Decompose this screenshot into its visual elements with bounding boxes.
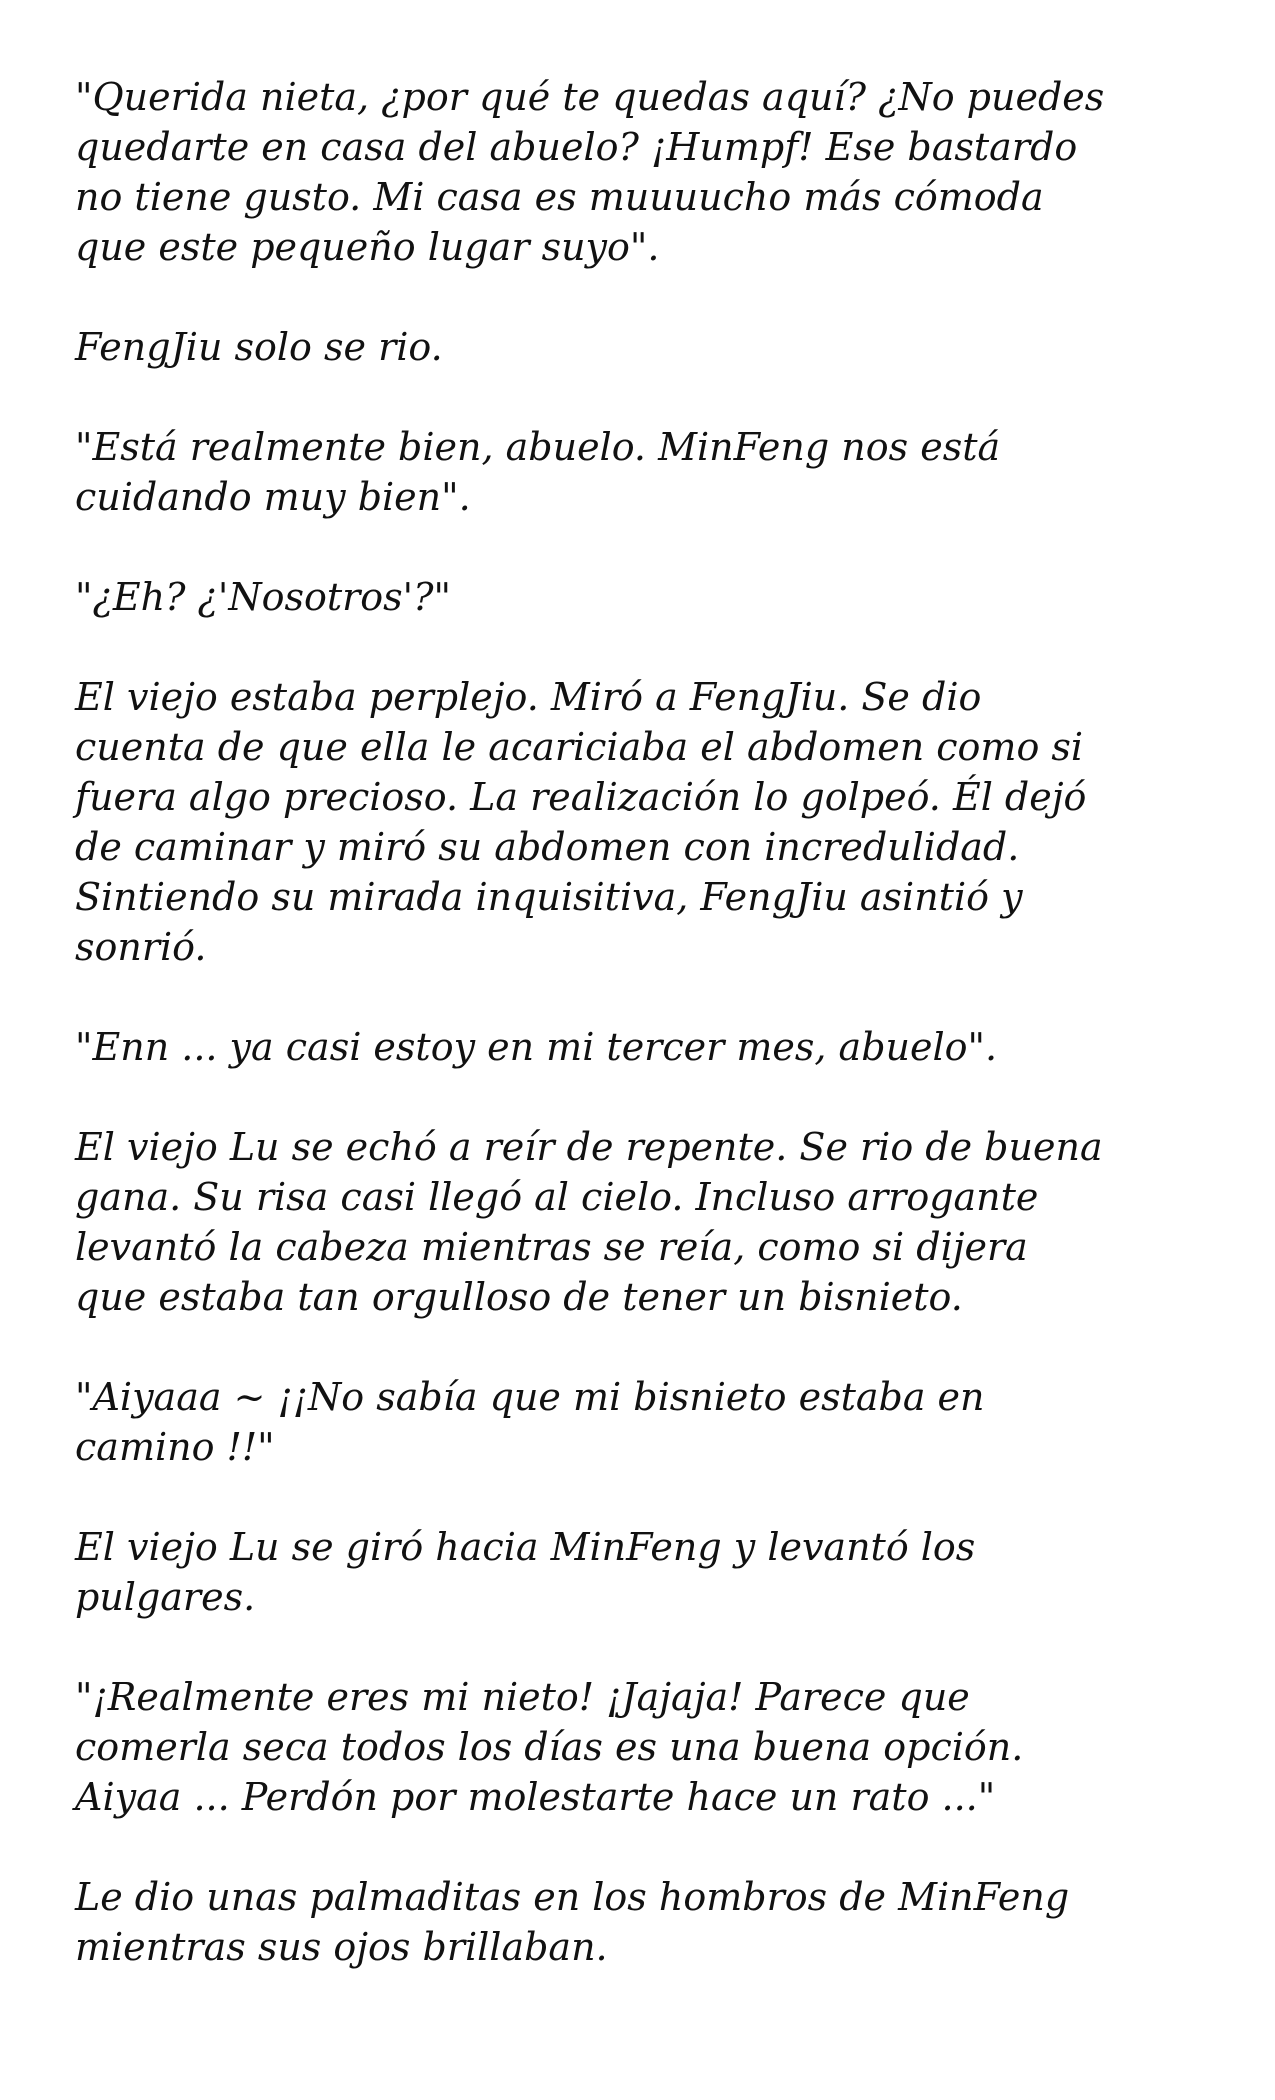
paragraph-11: Le dio unas palmaditas en los hombros de MinFeng mientras sus ojos brillaban. [75, 1875, 1070, 1969]
paragraph-4: "¿Eh? ¿'Nosotros'?" [75, 575, 451, 619]
paragraph-5: El viejo estaba perplejo. Miró a FengJiu. Se dio cuenta de que ella le acariciaba el abdomen como si fuera algo precioso. La realización lo golpeó. Él dejó de caminar y miró su abdomen con incredulidad. Sintiendo su mirada inquisitiva, FengJiu asintió y sonrió. [75, 675, 1087, 969]
paragraph-7: El viejo Lu se echó a reír de repente. Se rio de buena gana. Su risa casi llegó al cielo. Incluso arrogante levantó la cabeza mientras se reía, como si dijera que estaba tan orgulloso de tener un bisnieto. [75, 1125, 1103, 1319]
paragraph-6: "Enn ... ya casi estoy en mi tercer mes, abuelo". [75, 1025, 998, 1069]
paragraph-8: "Aiyaaa ~ ¡¡No sabía que mi bisnieto estaba en camino !!" [75, 1375, 985, 1469]
paragraph-9: El viejo Lu se giró hacia MinFeng y levantó los pulgares. [75, 1525, 976, 1619]
paragraph-3: "Está realmente bien, abuelo. MinFeng nos está cuidando muy bien". [75, 425, 1001, 519]
paragraph-10: "¡Realmente eres mi nieto! ¡Jajaja! Parece que comerla seca todos los días es una buena opción. Aiyaa ... Perdón por molestarte hace un rato ..." [75, 1675, 1024, 1819]
paragraph-2: FengJiu solo se rio. [75, 325, 443, 369]
paragraph-1: "Querida nieta, ¿por qué te quedas aquí? ¿No puedes quedarte en casa del abuelo? ¡Humpf! Ese bastardo no tiene gusto. Mi casa es muuuucho más cómoda que este pequeño lugar suyo". [75, 75, 1105, 269]
